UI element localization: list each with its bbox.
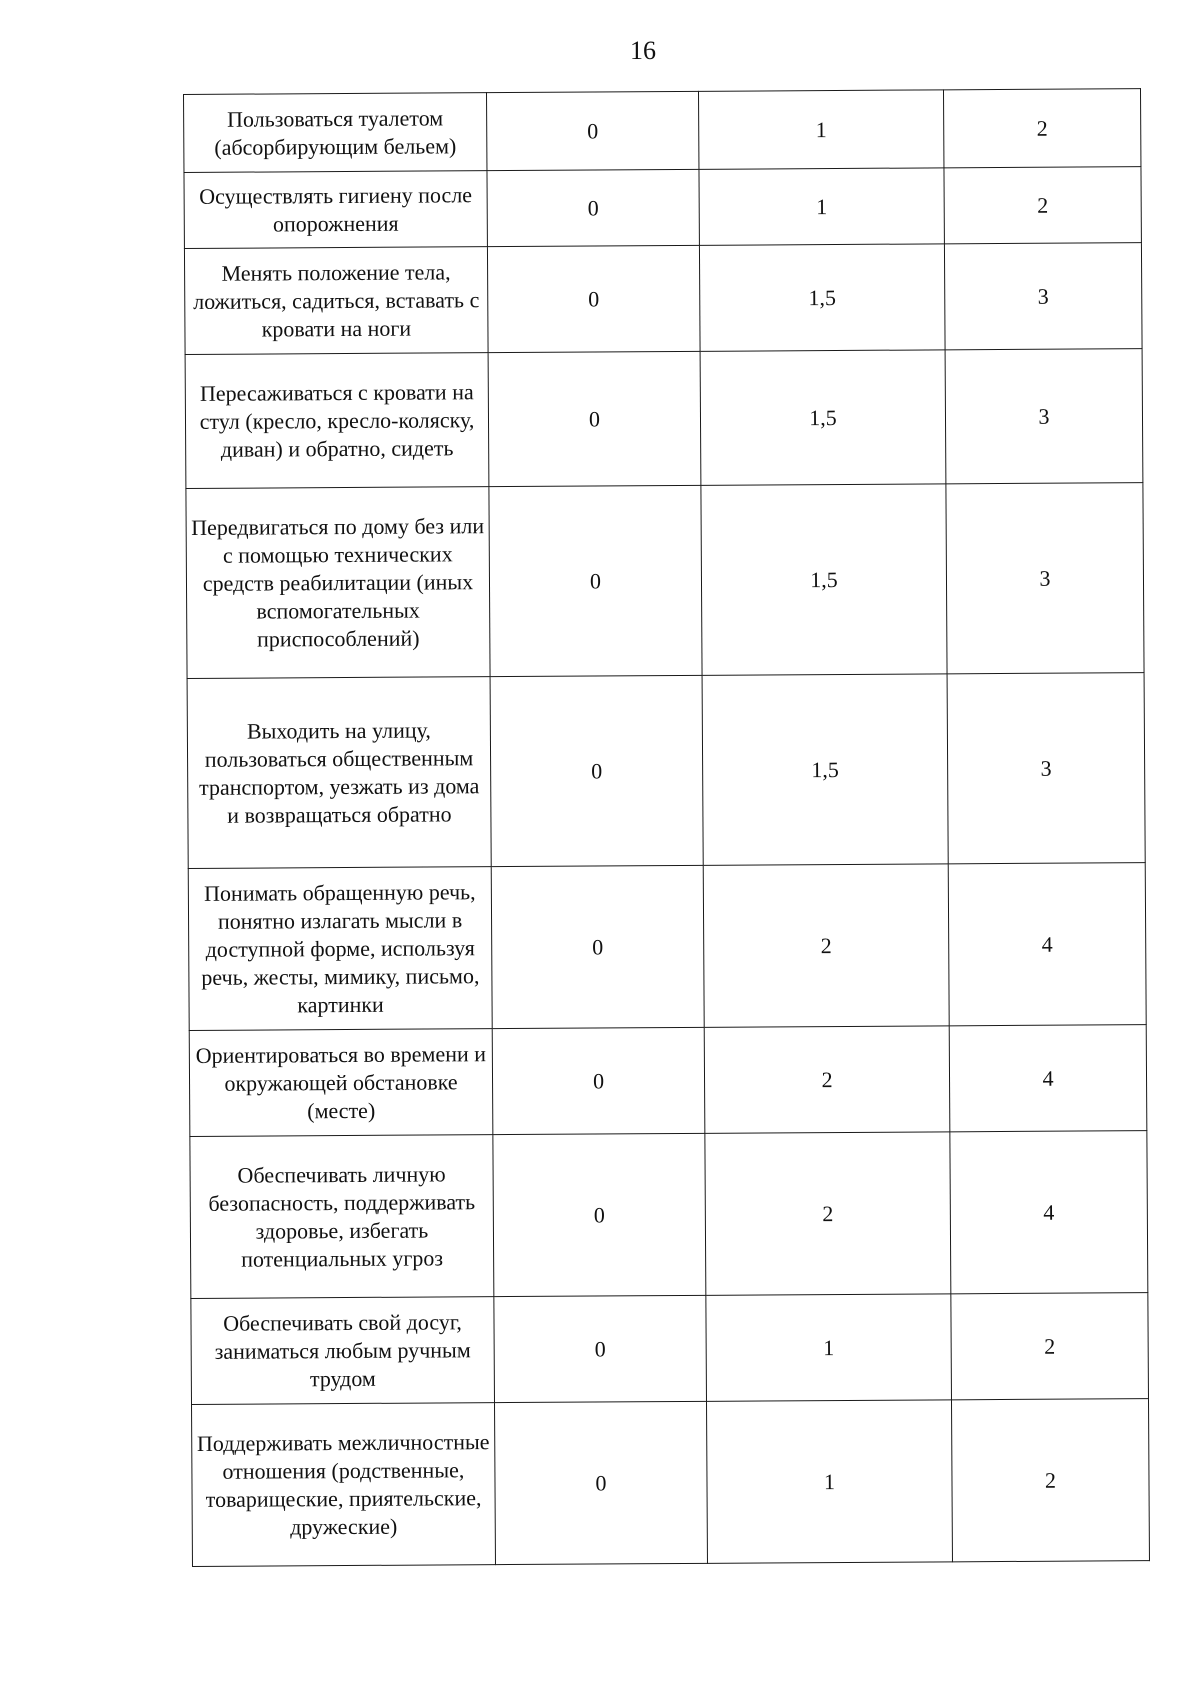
table-row xyxy=(192,1399,1150,1567)
table-row xyxy=(191,1293,1149,1405)
table-row xyxy=(187,673,1145,869)
score-cell-partial: 2 xyxy=(703,864,949,1027)
table-row xyxy=(189,1025,1147,1137)
score-cell-partial: 1 xyxy=(706,1294,952,1401)
score-cell-none: 0 xyxy=(491,865,704,1028)
assessment-table xyxy=(183,88,1150,1567)
score-cell-full: 3 xyxy=(946,483,1144,674)
table-row xyxy=(190,1131,1148,1299)
table-row xyxy=(184,89,1141,173)
score-cell-full: 3 xyxy=(945,349,1143,484)
score-cell-full: 4 xyxy=(949,1025,1147,1132)
score-cell-partial: 1 xyxy=(698,90,943,169)
score-cell-none: 0 xyxy=(493,1133,706,1296)
activity-cell: Обеспечивать личную безопасность, поддерживать здоровье, избегать потенциальных угроз xyxy=(190,1135,494,1299)
score-cell-full: 2 xyxy=(951,1293,1149,1400)
score-cell-none: 0 xyxy=(486,91,698,170)
score-cell-partial: 1,5 xyxy=(699,244,945,351)
table-row xyxy=(184,167,1141,249)
score-cell-partial: 2 xyxy=(704,1026,950,1133)
activity-cell: Поддерживать межличностные отношения (родственные, товарищеские, приятельские, дружеские) xyxy=(192,1403,496,1567)
activity-cell: Обеспечивать свой досуг, заниматься любым ручным трудом xyxy=(191,1297,495,1405)
score-cell-full: 2 xyxy=(951,1399,1149,1562)
table-row xyxy=(188,863,1146,1031)
activity-cell: Пересаживаться с кровати на стул (кресло, кресло-коляску, диван) и обратно, сидеть xyxy=(185,353,489,489)
score-cell-partial: 1 xyxy=(699,168,944,245)
score-cell-partial: 1 xyxy=(706,1400,952,1563)
activity-cell: Выходить на улицу, пользоваться общественным транспортом, уезжать из дома и возвращаться обратно xyxy=(187,677,491,869)
score-cell-full: 2 xyxy=(943,89,1140,168)
score-cell-none: 0 xyxy=(489,485,702,676)
score-cell-none: 0 xyxy=(487,245,700,352)
score-cell-full: 4 xyxy=(948,863,1146,1026)
score-cell-partial: 2 xyxy=(705,1132,951,1295)
activity-cell: Понимать обращенную речь, понятно излагать мысли в доступной форме, используя речь, жесты, мимику, письмо, картинки xyxy=(188,867,492,1031)
activity-cell: Пользоваться туалетом (абсорбирующим бельем) xyxy=(184,93,487,173)
score-cell-partial: 1,5 xyxy=(700,350,946,485)
score-cell-none: 0 xyxy=(487,169,699,246)
activity-cell: Ориентироваться во времени и окружающей обстановке (месте) xyxy=(189,1029,493,1137)
score-cell-none: 0 xyxy=(494,1295,707,1402)
score-cell-full: 3 xyxy=(947,673,1145,864)
score-cell-full: 4 xyxy=(950,1131,1148,1294)
score-cell-full: 2 xyxy=(944,167,1141,244)
activity-cell: Менять положение тела, ложиться, садиться, вставать с кровати на ноги xyxy=(184,247,488,355)
page-number: 16 xyxy=(630,36,656,65)
table-row xyxy=(184,243,1142,355)
table-row xyxy=(185,349,1143,489)
score-cell-none: 0 xyxy=(494,1401,707,1564)
activity-cell: Передвигаться по дому без или с помощью технических средств реабилитации (иных вспомогательных приспособлений) xyxy=(186,487,490,679)
score-cell-none: 0 xyxy=(490,675,703,866)
score-cell-partial: 1,5 xyxy=(701,484,947,675)
score-cell-partial: 1,5 xyxy=(702,674,948,865)
document-sheet xyxy=(183,88,1149,1567)
score-cell-none: 0 xyxy=(488,351,701,486)
activity-cell: Осуществлять гигиену после опорожнения xyxy=(184,171,487,249)
score-cell-none: 0 xyxy=(492,1027,705,1134)
score-cell-full: 3 xyxy=(944,243,1142,350)
table-row xyxy=(186,483,1144,679)
